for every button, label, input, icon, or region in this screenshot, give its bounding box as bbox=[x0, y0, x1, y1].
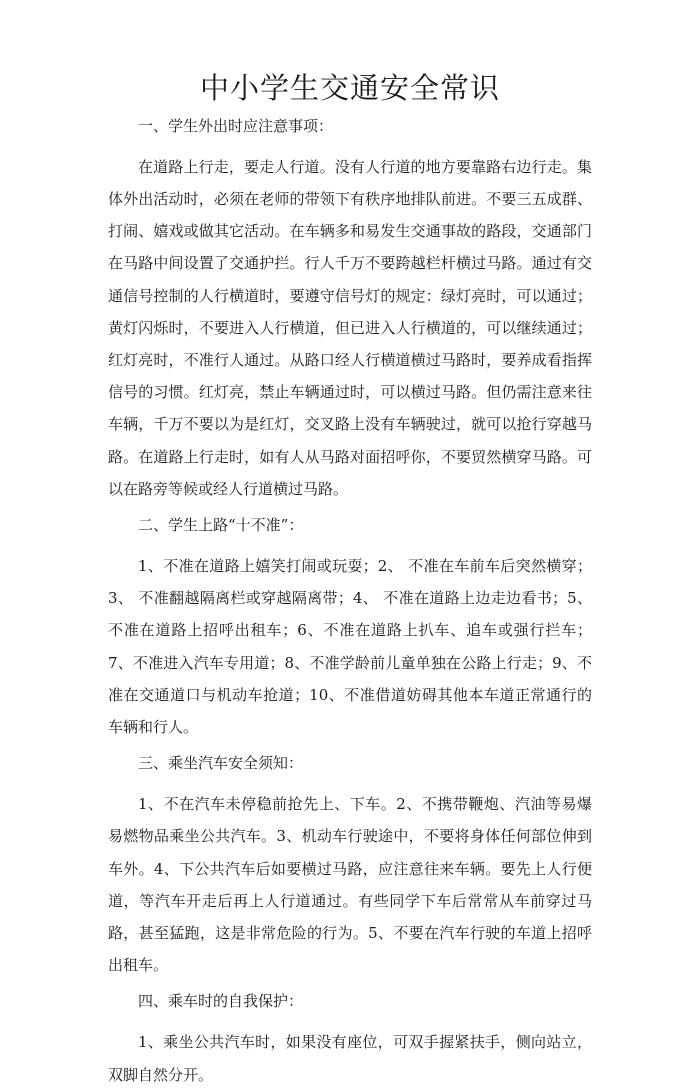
section-1 bbox=[108, 114, 592, 505]
section-paragraph: 1、不在汽车未停稳前抢先上、下车。2、不携带鞭炮、汽油等易爆易燃物品乘坐公共汽车。3、机动车行驶途中，不要将身体任何部位伸到车外。4、下公共汽车后如要横过马路，应注意往来车辆。要先上人行便道，等汽车开走后再上人行道通过。有些同学下车后常常从车前穿过马路，甚至猛跑，这是非常危险的行为。5、不要在汽车行驶的车道上招呼出租车。 bbox=[108, 795, 592, 975]
section-heading: 四、乘车时的自我保护： bbox=[138, 992, 304, 1011]
section-4 bbox=[108, 989, 592, 1090]
section-heading: 一、学生外出时应注意事项： bbox=[138, 116, 334, 135]
section-3 bbox=[108, 751, 592, 981]
section-paragraph: 在道路上行走，要走人行道。没有人行道的地方要靠路右边行走。集体外出活动时，必须在老师的带领下有秩序地排队前进。不要三五成群、打闹、嬉戏或做其它活动。在车辆多和易发生交通事故的路段，交通部门在马路中间设置了交通护拦。行人千万不要跨越栏杆横过马路。通过有交通信号控制的人行横道时，要遵守信号灯的规定：绿灯亮时，可以通过；黄灯闪烁时，不要进入人行横道，但已进入人行横道的，可以继续通过；红灯亮时，不准行人通过。从路口经人行横道横过马路时，要养成看指挥信号的习惯。红灯亮，禁止车辆通过时，可以横过马路。但仍需注意来往车辆，千万不要以为是红灯，交叉路上没有车辆驶过，就可以抢行穿越马路。在道路上行走时，如有人从马路对面招呼你，不要贸然横穿马路。可以在路旁等候或经人行道横过马路。 bbox=[108, 157, 592, 498]
section-heading: 二、学生上路“十不准”： bbox=[138, 515, 304, 534]
page-title: 中小学生交通安全常识 bbox=[199, 71, 500, 105]
section-heading: 三、乘坐汽车安全须知： bbox=[138, 754, 304, 773]
section-paragraph: 1、不准在道路上嬉笑打闹或玩耍；2、 不准在车前车后突然横穿；3、 不准翻越隔离栏或穿越隔离带；4、 不准在道路上边走边看书；5、不准在道路上招呼出租车；6、不准在道路上扒车、追车或强行拦车；7、不准进入汽车专用道；8、不准学龄前儿童单独在公路上行走；9、不准在交通道口与机动车抢道；10、不准借道妨碍其他本车道正常通行的车辆和行人。 bbox=[108, 556, 592, 736]
section-2 bbox=[108, 513, 592, 743]
section-paragraph: 1、乘坐公共汽车时，如果没有座位，可双手握紧扶手，侧向站立，双脚自然分开。 bbox=[108, 1033, 592, 1084]
